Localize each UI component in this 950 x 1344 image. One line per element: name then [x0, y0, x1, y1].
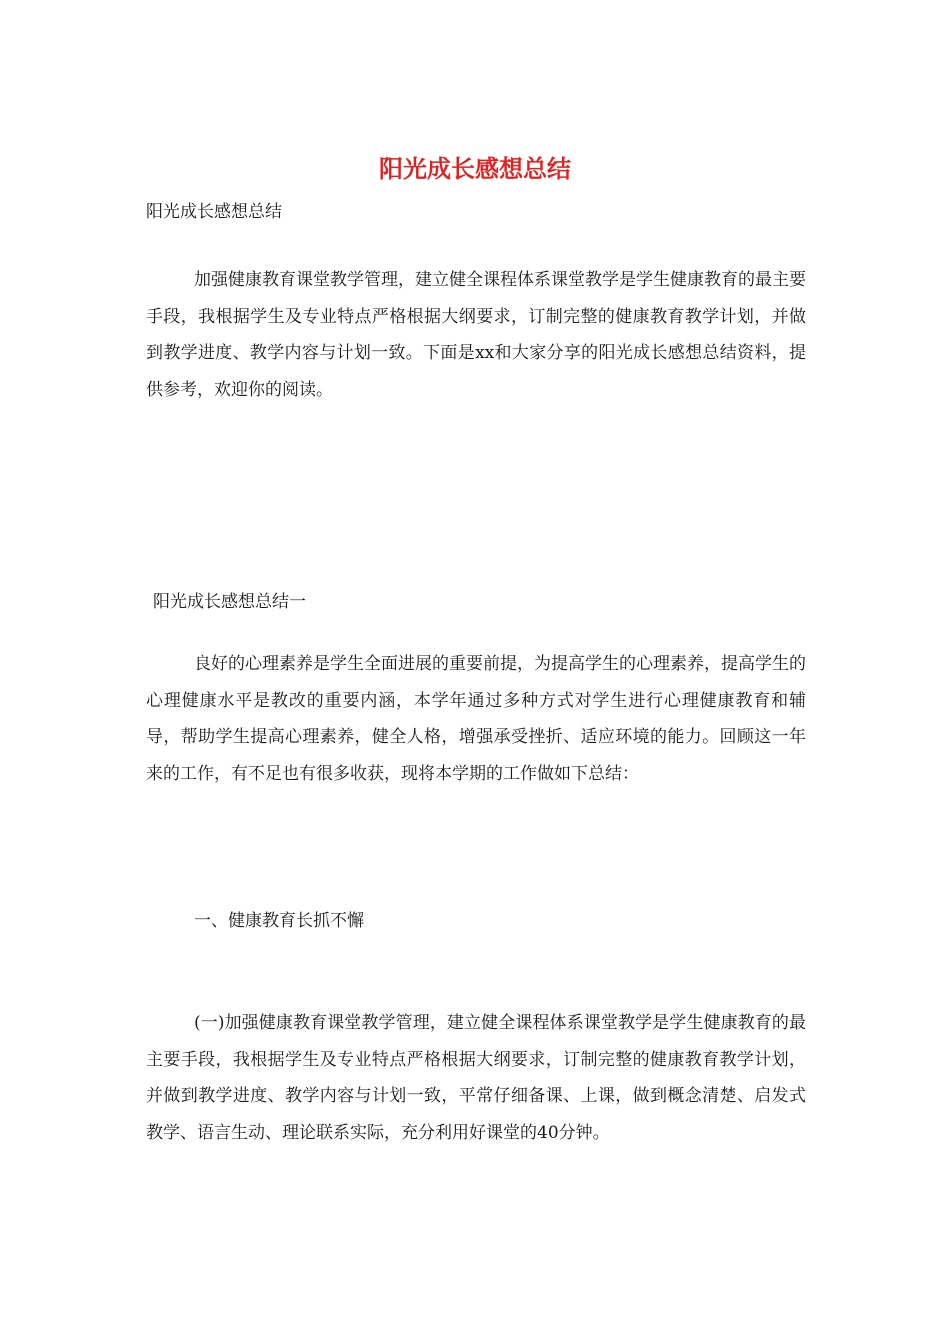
- page-title: 阳光成长感想总结: [379, 154, 571, 183]
- intro-paragraph: 加强健康教育课堂教学管理，建立健全课程体系课堂教学是学生健康教育的最主要手段，我根据学生及专业特点严格根据大纲要求，订制完整的健康教育教学计划，并做到教学进度、教学内容与计划一致。下面是xx和大家分享的阳光成长感想总结资料，提供参考，欢迎你的阅读。: [146, 270, 806, 400]
- subsection-heading: 一、健康教育长抓不懈: [194, 911, 364, 931]
- section-heading: 阳光成长感想总结一: [153, 592, 306, 612]
- section-paragraph: 良好的心理素养是学生全面进展的重要前提，为提高学生的心理素养，提高学生的心理健康水平是教改的重要内涵，本学年通过多种方式对学生进行心理健康教育和辅导，帮助学生提高心理素养，健全人格，增强承受挫折、适应环境的能力。回顾这一年来的工作，有不足也有很多收获，现将本学期的工作做如下总结：: [146, 654, 806, 784]
- subsection-paragraph: (一)加强健康教育课堂教学管理，建立健全课程体系课堂教学是学生健康教育的最主要手段，我根据学生及专业特点严格根据大纲要求，订制完整的健康教育教学计划，并做到教学进度、教学内容与计划一致，平常仔细备课、上课，做到概念清楚、启发式教学、语言生动、理论联系实际，充分利用好课堂的40分钟。: [146, 1013, 806, 1143]
- document-subtitle: 阳光成长感想总结: [146, 202, 282, 222]
